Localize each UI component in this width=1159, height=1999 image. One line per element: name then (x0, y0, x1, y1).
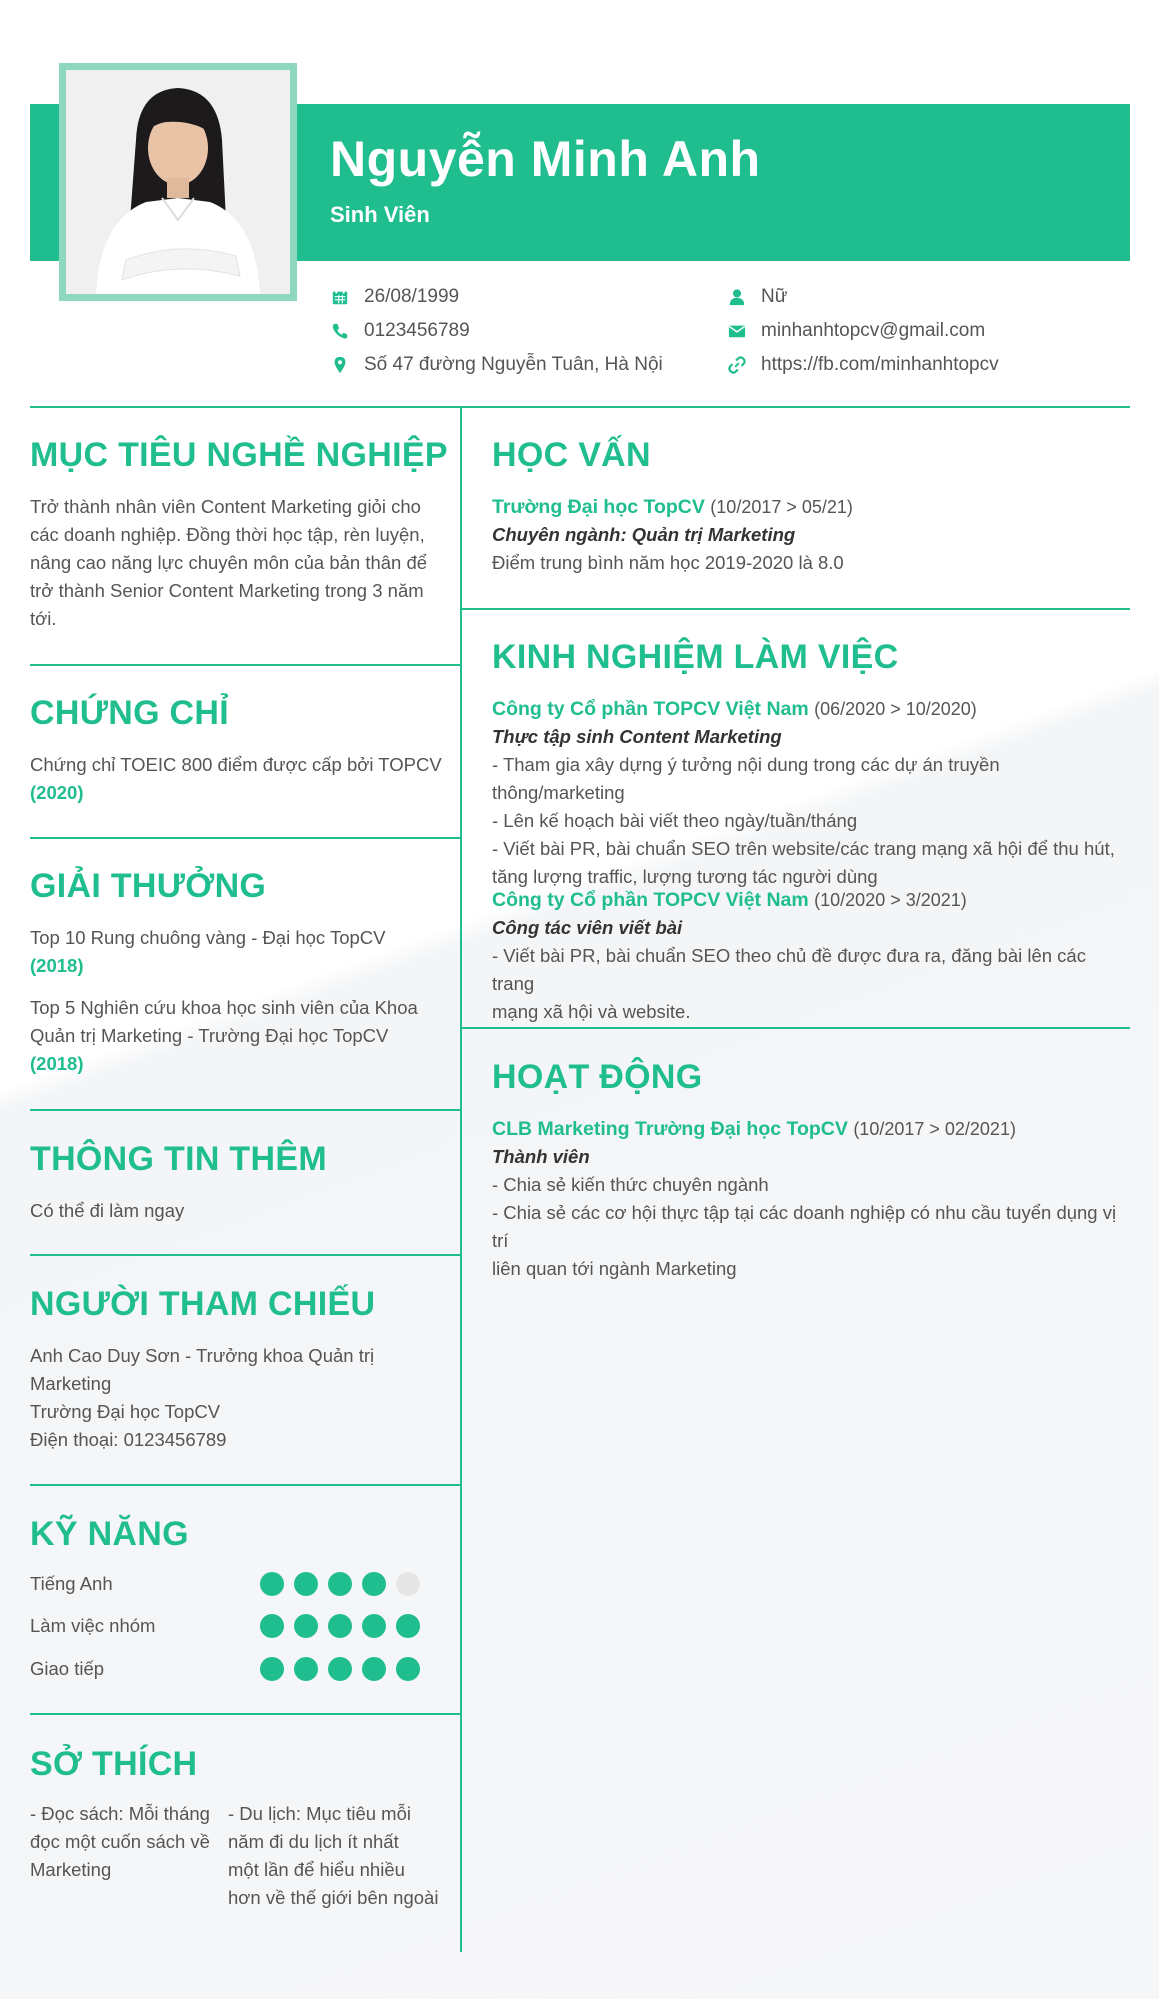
company-name: Công ty Cổ phần TOPCV Việt Nam (492, 698, 809, 720)
skill-row (30, 1572, 430, 1596)
phone-row (330, 320, 470, 342)
email-text[interactable]: minhanhtopcv@gmail.com (761, 320, 986, 341)
skill-label: Làm việc nhóm (30, 1615, 156, 1636)
skill-row (30, 1657, 430, 1681)
skill-label: Tiếng Anh (30, 1573, 113, 1594)
section-divider (30, 1484, 460, 1486)
job-dates: (06/2020 > 10/2020) (814, 699, 977, 719)
activity-role: Thành viên (492, 1146, 590, 1167)
section-divider (30, 1713, 460, 1715)
experience-heading: KINH NGHIỆM LÀM VIỆC (492, 638, 899, 676)
award-item: Top 5 Nghiên cứu khoa học sinh viên của Khoa Quản trị Marketing - Trường Đại học TopCV (2018) (30, 997, 418, 1074)
experience-item: Công ty Cổ phần TOPCV Việt Nam (06/2020 > 10/2020) Thực tập sinh Content Marketing - Tham gia xây dựng ý tưởng nội dung trong các dự án truyền thông/marketing - Lên kế hoạch bài viết theo ngày/tuần/tháng - Viết bài PR, bài chuẩn SEO trên website/các trang mạng xã hội để thu hút, tăng lượng traffic, lượng tương tác người dùng (492, 695, 1122, 891)
section-divider (30, 1109, 460, 1111)
company-name: Công ty Cổ phần TOPCV Việt Nam (492, 889, 809, 911)
link-icon (727, 355, 747, 375)
job-dates: (10/2020 > 3/2021) (814, 890, 967, 910)
candidate-name: Nguyễn Minh Anh (330, 131, 761, 187)
map-pin-icon (330, 355, 350, 375)
objective-heading: MỤC TIÊU NGHỀ NGHIỆP (30, 436, 448, 474)
section-divider (462, 1027, 1130, 1029)
rating-dot-filled (396, 1657, 420, 1681)
rating-dot-filled (294, 1657, 318, 1681)
rating-dot-filled (396, 1614, 420, 1638)
activities-heading: HOẠT ĐỘNG (492, 1058, 703, 1096)
rating-dot-filled (328, 1614, 352, 1638)
objective-text: Trở thành nhân viên Content Marketing giỏi cho các doanh nghiệp. Đồng thời học tập, rèn luyện, nâng cao năng lực chuyên môn của bản thân để trở thành Senior Content Marketing trong 3 năm tới. (30, 496, 428, 629)
skill-rating (260, 1572, 430, 1596)
website-text[interactable]: https://fb.com/minhanhtopcv (761, 354, 999, 375)
rating-dot-filled (328, 1657, 352, 1681)
skill-rating (260, 1614, 430, 1638)
reference-heading: NGƯỜI THAM CHIẾU (30, 1285, 376, 1323)
hobby-item: - Du lịch: Mục tiêu mỗi năm đi du lịch ít nhất một lần để hiểu nhiều hơn về thế giới bên ngoài (228, 1803, 439, 1908)
reference-text: Anh Cao Duy Sơn - Trưởng khoa Quản trị Marketing Trường Đại học TopCV Điện thoại: 0123456789 (30, 1345, 375, 1450)
award-item: Top 10 Rung chuông vàng - Đại học TopCV (2018) (30, 927, 386, 976)
hobby-item: - Đọc sách: Mỗi tháng đọc một cuốn sách về Marketing (30, 1803, 210, 1880)
rating-dot-filled (328, 1572, 352, 1596)
phone-icon (330, 321, 350, 341)
awards-heading: GIẢI THƯỞNG (30, 867, 267, 905)
address-row (330, 354, 663, 376)
email-row (727, 320, 985, 342)
birthday-text: 26/08/1999 (364, 286, 460, 307)
rating-dot-empty (396, 1572, 420, 1596)
extra-info-heading: THÔNG TIN THÊM (30, 1140, 327, 1178)
job-role: Thực tập sinh Content Marketing (492, 726, 782, 747)
education-item (492, 493, 1122, 577)
organization-name: CLB Marketing Trường Đại học TopCV (492, 1118, 848, 1140)
education-gpa: Điểm trung bình năm học 2019-2020 là 8.0 (492, 552, 844, 573)
envelope-icon (727, 321, 747, 341)
rating-dot-filled (260, 1572, 284, 1596)
user-icon (727, 287, 747, 307)
section-divider (30, 664, 460, 666)
rating-dot-filled (294, 1572, 318, 1596)
rating-dot-filled (362, 1572, 386, 1596)
rating-dot-filled (294, 1614, 318, 1638)
certificate-item: Chứng chỉ TOEIC 800 điểm được cấp bởi TOPCV (2020) (30, 754, 442, 803)
birthday-row (330, 286, 459, 308)
skill-row (30, 1614, 430, 1638)
rating-dot-filled (362, 1657, 386, 1681)
profile-photo (59, 63, 297, 301)
rating-dot-filled (260, 1657, 284, 1681)
phone-text: 0123456789 (364, 320, 470, 341)
skill-label: Giao tiếp (30, 1658, 105, 1679)
certificates-heading: CHỨNG CHỈ (30, 694, 230, 732)
education-heading: HỌC VẤN (492, 436, 651, 474)
address-text: Số 47 đường Nguyễn Tuân, Hà Nội (364, 354, 663, 375)
education-dates: (10/2017 > 05/21) (710, 497, 853, 517)
gender-row (727, 286, 787, 308)
section-divider (30, 1254, 460, 1256)
section-divider (462, 608, 1130, 610)
activity-item: CLB Marketing Trường Đại học TopCV (10/2017 > 02/2021) Thành viên - Chia sẻ kiến thức chuyên ngành - Chia sẻ các cơ hội thực tập tại các doanh nghiệp có nhu cầu tuyển dụng vị trí liên quan tới ngành Marketing (492, 1115, 1122, 1283)
column-divider (460, 406, 462, 1952)
rating-dot-filled (362, 1614, 386, 1638)
skill-rating (260, 1657, 430, 1681)
hobbies-heading: SỞ THÍCH (30, 1745, 198, 1783)
education-major: Chuyên ngành: Quản trị Marketing (492, 524, 796, 545)
school-name: Trường Đại học TopCV (492, 496, 705, 518)
calendar-icon (330, 287, 350, 307)
website-row (727, 354, 999, 376)
skills-heading: KỸ NĂNG (30, 1515, 189, 1553)
activity-dates: (10/2017 > 02/2021) (853, 1119, 1016, 1139)
header-divider (30, 406, 1130, 408)
experience-item: Công ty Cổ phần TOPCV Việt Nam (10/2020 > 3/2021) Công tác viên viết bài - Viết bài PR, bài chuẩn SEO theo chủ đề được đưa ra, đăng bài lên các trang mạng xã hội và website. (492, 886, 1122, 1026)
extra-info-text: Có thể đi làm ngay (30, 1200, 185, 1221)
rating-dot-filled (260, 1614, 284, 1638)
job-role: Công tác viên viết bài (492, 917, 683, 938)
section-divider (30, 837, 460, 839)
candidate-title: Sinh Viên (330, 202, 430, 227)
gender-text: Nữ (761, 286, 788, 307)
